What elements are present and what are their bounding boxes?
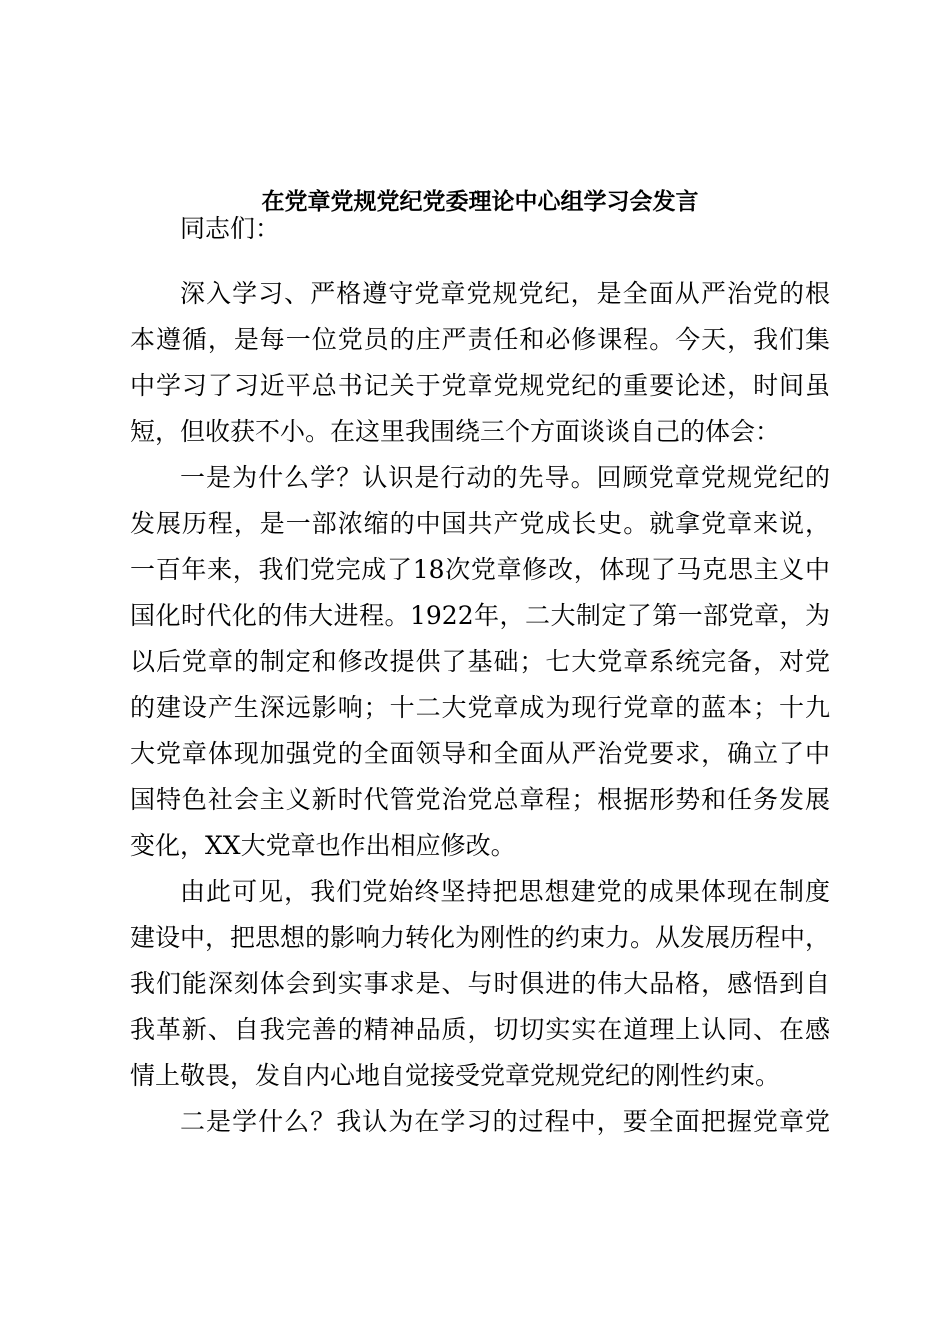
paragraph-line: 发展历程，是一部浓缩的中国共产党成长史。就拿党章来说， xyxy=(130,509,830,538)
paragraph-line: 由此可见，我们党始终坚持把思想建党的成果体现在制度 xyxy=(180,877,830,906)
paragraph-line: 大党章体现加强党的全面领导和全面从严治党要求，确立了中 xyxy=(130,739,830,768)
paragraph-line: 我们能深刻体会到实事求是、与时俱进的伟大品格，感悟到自 xyxy=(130,969,830,998)
paragraph-line: 深入学习、严格遵守党章党规党纪，是全面从严治党的根 xyxy=(180,279,830,308)
paragraph-line: 以后党章的制定和修改提供了基础；七大党章系统完备，对党 xyxy=(130,647,830,676)
paragraph-line: 一百年来，我们党完成了18次党章修改，体现了马克思主义中 xyxy=(130,555,830,584)
paragraph-line: 国特色社会主义新时代管党治党总章程；根据形势和任务发展 xyxy=(130,785,830,814)
paragraph-line: 中学习了习近平总书记关于党章党规党纪的重要论述，时间虽 xyxy=(130,371,830,400)
paragraph-line: 我革新、自我完善的精神品质，切切实实在道理上认同、在感 xyxy=(130,1015,830,1044)
paragraph-line: 国化时代化的伟大进程。1922年，二大制定了第一部党章，为 xyxy=(130,601,830,630)
salutation: 同志们： xyxy=(180,214,281,243)
paragraph-line: 短，但收获不小。在这里我围绕三个方面谈谈自己的体会： xyxy=(130,417,781,446)
paragraph-line: 的建设产生深远影响；十二大党章成为现行党章的蓝本；十九 xyxy=(130,693,830,722)
paragraph-line: 变化，XX大党章也作出相应修改。 xyxy=(130,831,516,860)
paragraph-line: 情上敬畏，发自内心地自觉接受党章党规党纪的刚性约束。 xyxy=(130,1061,781,1090)
document-title: 在党章党规党纪党委理论中心组学习会发言 xyxy=(261,188,699,215)
paragraph-line: 一是为什么学？认识是行动的先导。回顾党章党规党纪的 xyxy=(180,463,830,492)
paragraph-line: 建设中，把思想的影响力转化为刚性的约束力。从发展历程中， xyxy=(130,923,831,952)
paragraph-line: 二是学什么？我认为在学习的过程中，要全面把握党章党 xyxy=(180,1107,830,1136)
paragraph-line: 本遵循，是每一位党员的庄严责任和必修课程。今天，我们集 xyxy=(130,325,830,354)
